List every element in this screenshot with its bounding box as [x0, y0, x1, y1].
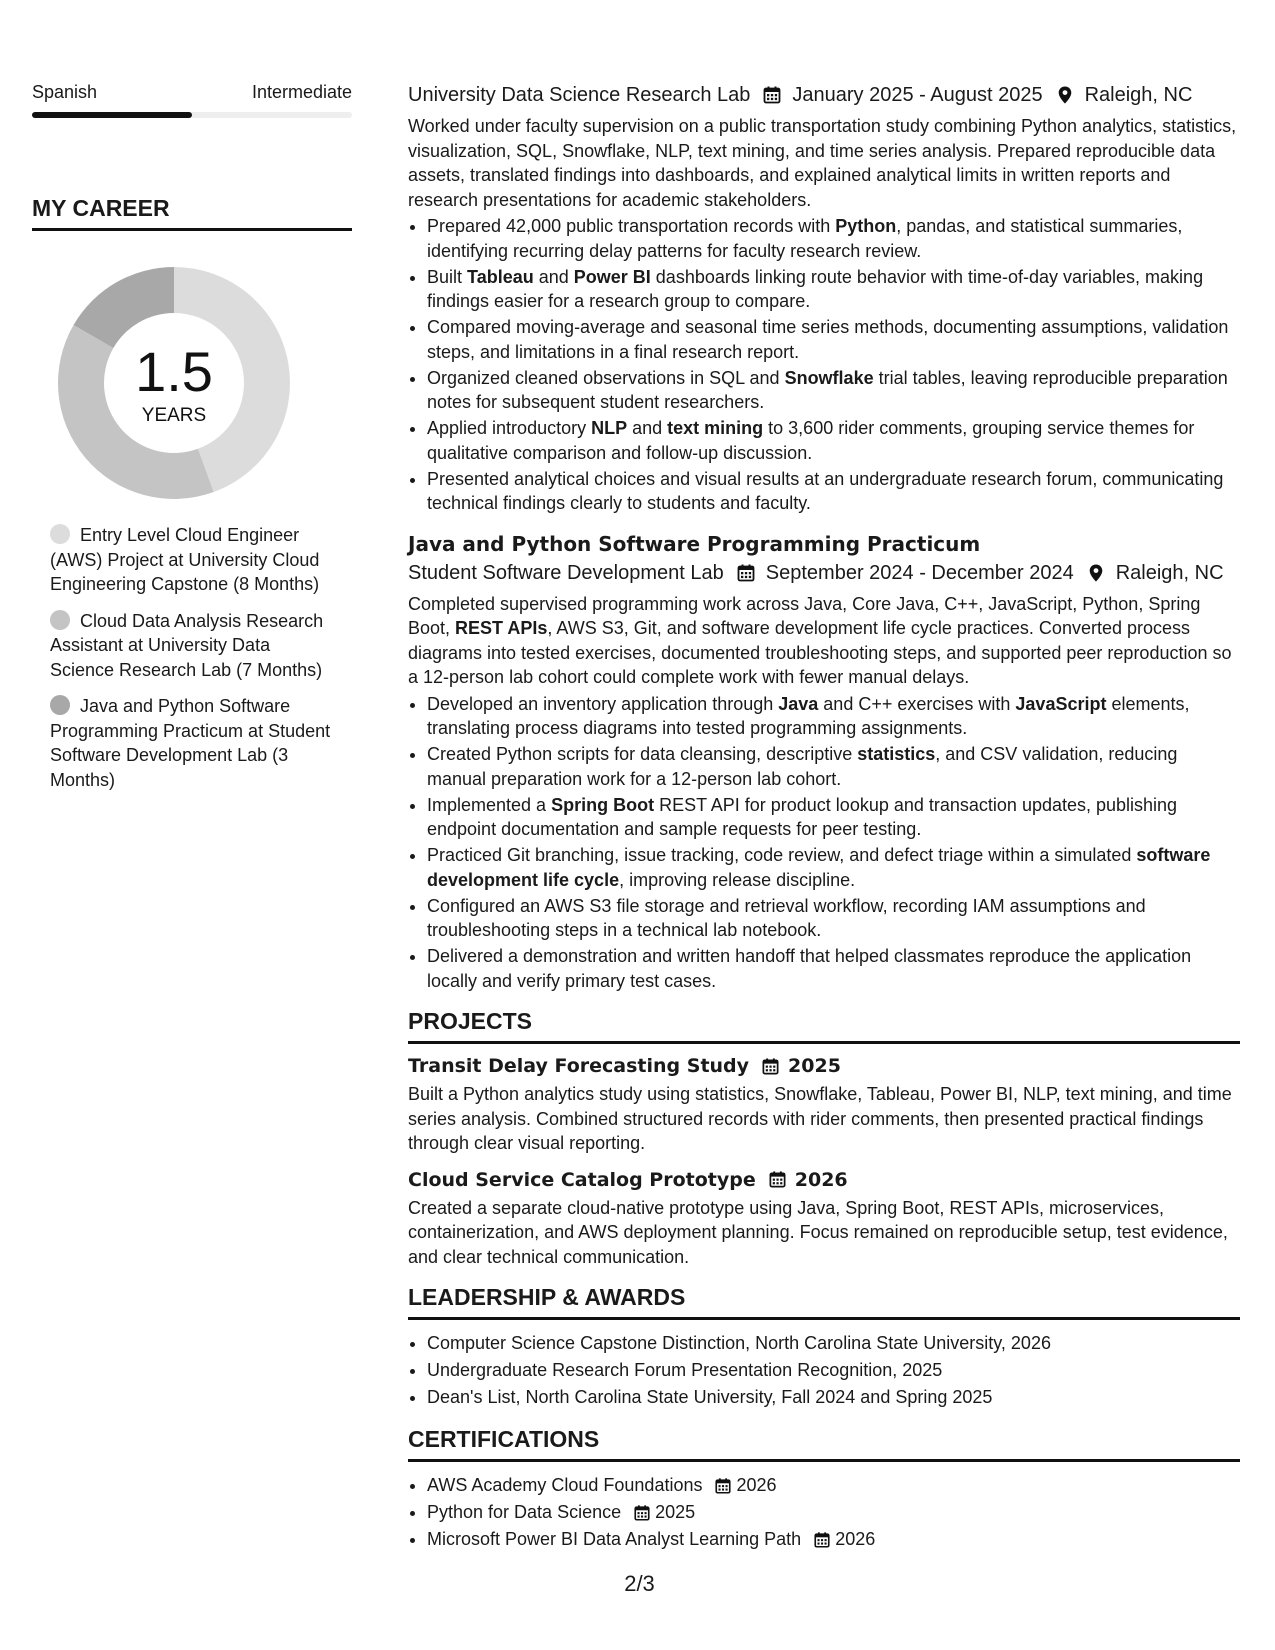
- career-section-title: MY CAREER: [32, 195, 170, 221]
- language-row: [32, 80, 352, 104]
- calendar-icon: [761, 1057, 780, 1076]
- project-description: Created a separate cloud-native prototype using Java, Spring Boot, REST APIs, microservices, containerization, and AWS deployment planning. Focus remained on reproducible setup, test evidence, and clear technical communication.: [408, 1197, 1228, 1267]
- bullet-item: • Configured an AWS S3 file storage and retrieval workflow, recording IAM assumptions and troubleshooting steps in a technical lab notebook.: [427, 894, 1240, 943]
- bullet-item: • Implemented a Spring Boot REST API for product lookup and transaction updates, publishing endpoint documentation and sample requests for peer testing.: [427, 793, 1240, 842]
- career-legend-text: Entry Level Cloud Engineer (AWS) Project at University Cloud Engineering Capstone (8 Months): [50, 525, 320, 594]
- legend-dot: [50, 695, 70, 715]
- section-title: CERTIFICATIONS: [408, 1426, 600, 1452]
- career-years-label: YEARS: [141, 405, 207, 426]
- project-description: Built a Python analytics study using statistics, Snowflake, Tableau, Power BI, NLP, text mining, and time series analysis. Combined structured records with rider comments, then presented practical findings through clear visual reporting.: [408, 1084, 1232, 1153]
- bullet-item: • Applied introductory NLP and text mining to 3,600 rider comments, grouping service themes for qualitative comparison and follow-up discussion.: [427, 416, 1240, 465]
- job-title: Java and Python Software Programming Practicum: [408, 531, 981, 556]
- section-title: PROJECTS: [408, 1008, 532, 1034]
- job-bullet-list: [408, 214, 1240, 516]
- project-name: Transit Delay Forecasting Study: [408, 1055, 750, 1077]
- list-item: • Dean's List, North Carolina State University, Fall 2024 and Spring 2025: [427, 1384, 1240, 1411]
- career-legend-text: Cloud Data Analysis Research Assistant at University Data Science Research Lab (7 Months): [50, 610, 324, 680]
- project-year: 2025: [788, 1055, 841, 1077]
- bullet-item: • Compared moving-average and seasonal time series methods, documenting assumptions, validation steps, and limitations in a final research report.: [427, 315, 1240, 364]
- cert-year: 2026: [835, 1529, 876, 1549]
- list-item: • Undergraduate Research Forum Presentation Recognition, 2025: [427, 1357, 1240, 1384]
- cert-name: • Python for Data Science: [427, 1502, 622, 1522]
- career-legend-text: Java and Python Software Programming Practicum at Student Software Development Lab (3 Months): [50, 696, 331, 790]
- cert-name: • AWS Academy Cloud Foundations: [427, 1475, 703, 1495]
- job-dates: January 2025 - August 2025: [792, 84, 1043, 106]
- job-summary: Worked under faculty supervision on a public transportation study combining Python analytics, statistics, visualization, SQL, Snowflake, NLP, text mining, and time series analysis. Prepared reproducible data assets, translated findings into dashboards, and explained analytical limits in written reports and research presentations for academic stakeholders.: [408, 116, 1237, 210]
- job-dates: September 2024 - December 2024: [765, 561, 1074, 584]
- certifications-list: [408, 1472, 1240, 1553]
- main-column: [408, 80, 1240, 1553]
- map-pin-icon: [1055, 85, 1075, 105]
- project-name: Cloud Service Catalog Prototype: [408, 1168, 756, 1191]
- calendar-icon: [714, 1477, 732, 1495]
- section-rule: [408, 1459, 1240, 1462]
- sidebar: [32, 80, 352, 804]
- job-meta-line: [408, 80, 1240, 110]
- calendar-icon: [762, 85, 782, 105]
- projects-section: [408, 1007, 1240, 1269]
- career-legend-item: [50, 609, 332, 683]
- cert-year: 2025: [655, 1502, 696, 1522]
- job-organization: Student Software Development Lab: [408, 561, 724, 584]
- cert-name: • Microsoft Power BI Data Analyst Learning Path: [427, 1529, 802, 1549]
- language-name: Spanish: [32, 82, 98, 102]
- experience-entry-research-lab: [408, 80, 1240, 516]
- list-item: [427, 1526, 1240, 1553]
- experience-entry-practicum: [408, 530, 1240, 994]
- job-location: Raleigh, NC: [1115, 561, 1224, 584]
- bullet-item: • Practiced Git branching, issue tracking, code review, and defect triage within a simulated software development life cycle, improving release discipline.: [427, 843, 1240, 892]
- bullet-item: • Created Python scripts for data cleansing, descriptive statistics, and CSV validation, reducing manual preparation work for a 12-person lab cohort.: [427, 742, 1240, 791]
- career-donut-chart: [56, 265, 292, 501]
- career-section-rule: [32, 228, 352, 231]
- calendar-icon: [633, 1504, 651, 1522]
- bullet-item: • Presented analytical choices and visual results at an undergraduate research forum, communicating technical findings clearly to students and faculty.: [427, 467, 1240, 516]
- language-proficiency-fill: [32, 112, 192, 118]
- job-meta-line: [408, 558, 1240, 588]
- section-title: LEADERSHIP & AWARDS: [408, 1284, 686, 1310]
- project-header: [408, 1052, 1240, 1080]
- job-bullet-list: [408, 692, 1240, 994]
- language-level: Intermediate: [251, 82, 352, 102]
- page-number: 2/3: [624, 1571, 655, 1596]
- bullet-item: • Prepared 42,000 public transportation records with Python, pandas, and statistical summaries, identifying recurring delay patterns for faculty research review.: [427, 214, 1240, 263]
- career-years-value: 1.5: [135, 340, 213, 403]
- legend-dot: [50, 610, 70, 630]
- calendar-icon: [736, 563, 756, 583]
- list-item: [427, 1472, 1240, 1499]
- bullet-item: • Built Tableau and Power BI dashboards linking route behavior with time-of-day variables, making findings easier for a research group to compare.: [427, 265, 1240, 314]
- project-header: [408, 1166, 1240, 1194]
- list-item: • Computer Science Capstone Distinction, North Carolina State University, 2026: [427, 1330, 1240, 1357]
- calendar-icon: [813, 1531, 831, 1549]
- leadership-section: [408, 1283, 1240, 1411]
- section-rule: [408, 1041, 1240, 1044]
- job-organization: University Data Science Research Lab: [408, 84, 751, 106]
- bullet-item: • Delivered a demonstration and written handoff that helped classmates reproduce the application locally and verify primary test cases.: [427, 944, 1240, 993]
- career-legend-item: [50, 523, 332, 597]
- section-rule: [408, 1317, 1240, 1320]
- calendar-icon: [768, 1170, 787, 1189]
- job-location: Raleigh, NC: [1084, 84, 1193, 106]
- legend-dot: [50, 524, 70, 544]
- leadership-list: [408, 1330, 1240, 1411]
- career-legend-item: [50, 694, 332, 792]
- list-item: [427, 1499, 1240, 1526]
- language-proficiency-bar: [32, 112, 352, 118]
- job-summary: Completed supervised programming work across Java, Core Java, C++, JavaScript, Python, Spring Boot, REST APIs, AWS S3, Git, and software development life cycle practices. Converted process diagrams into tested exercises, documented troubleshooting steps, and supported peer reproduction so a 12-person lab cohort could complete work with fewer manual delays.: [408, 593, 1232, 687]
- career-legend: [32, 523, 332, 792]
- bullet-item: • Developed an inventory application through Java and C++ exercises with JavaScript elements, translating process diagrams into tested programming assignments.: [427, 692, 1240, 741]
- map-pin-icon: [1086, 563, 1106, 583]
- project-year: 2026: [794, 1168, 848, 1191]
- certifications-section: [408, 1425, 1240, 1553]
- cert-year: 2026: [736, 1475, 777, 1495]
- bullet-item: • Organized cleaned observations in SQL and Snowflake trial tables, leaving reproducible preparation notes for subsequent student researchers.: [427, 366, 1240, 415]
